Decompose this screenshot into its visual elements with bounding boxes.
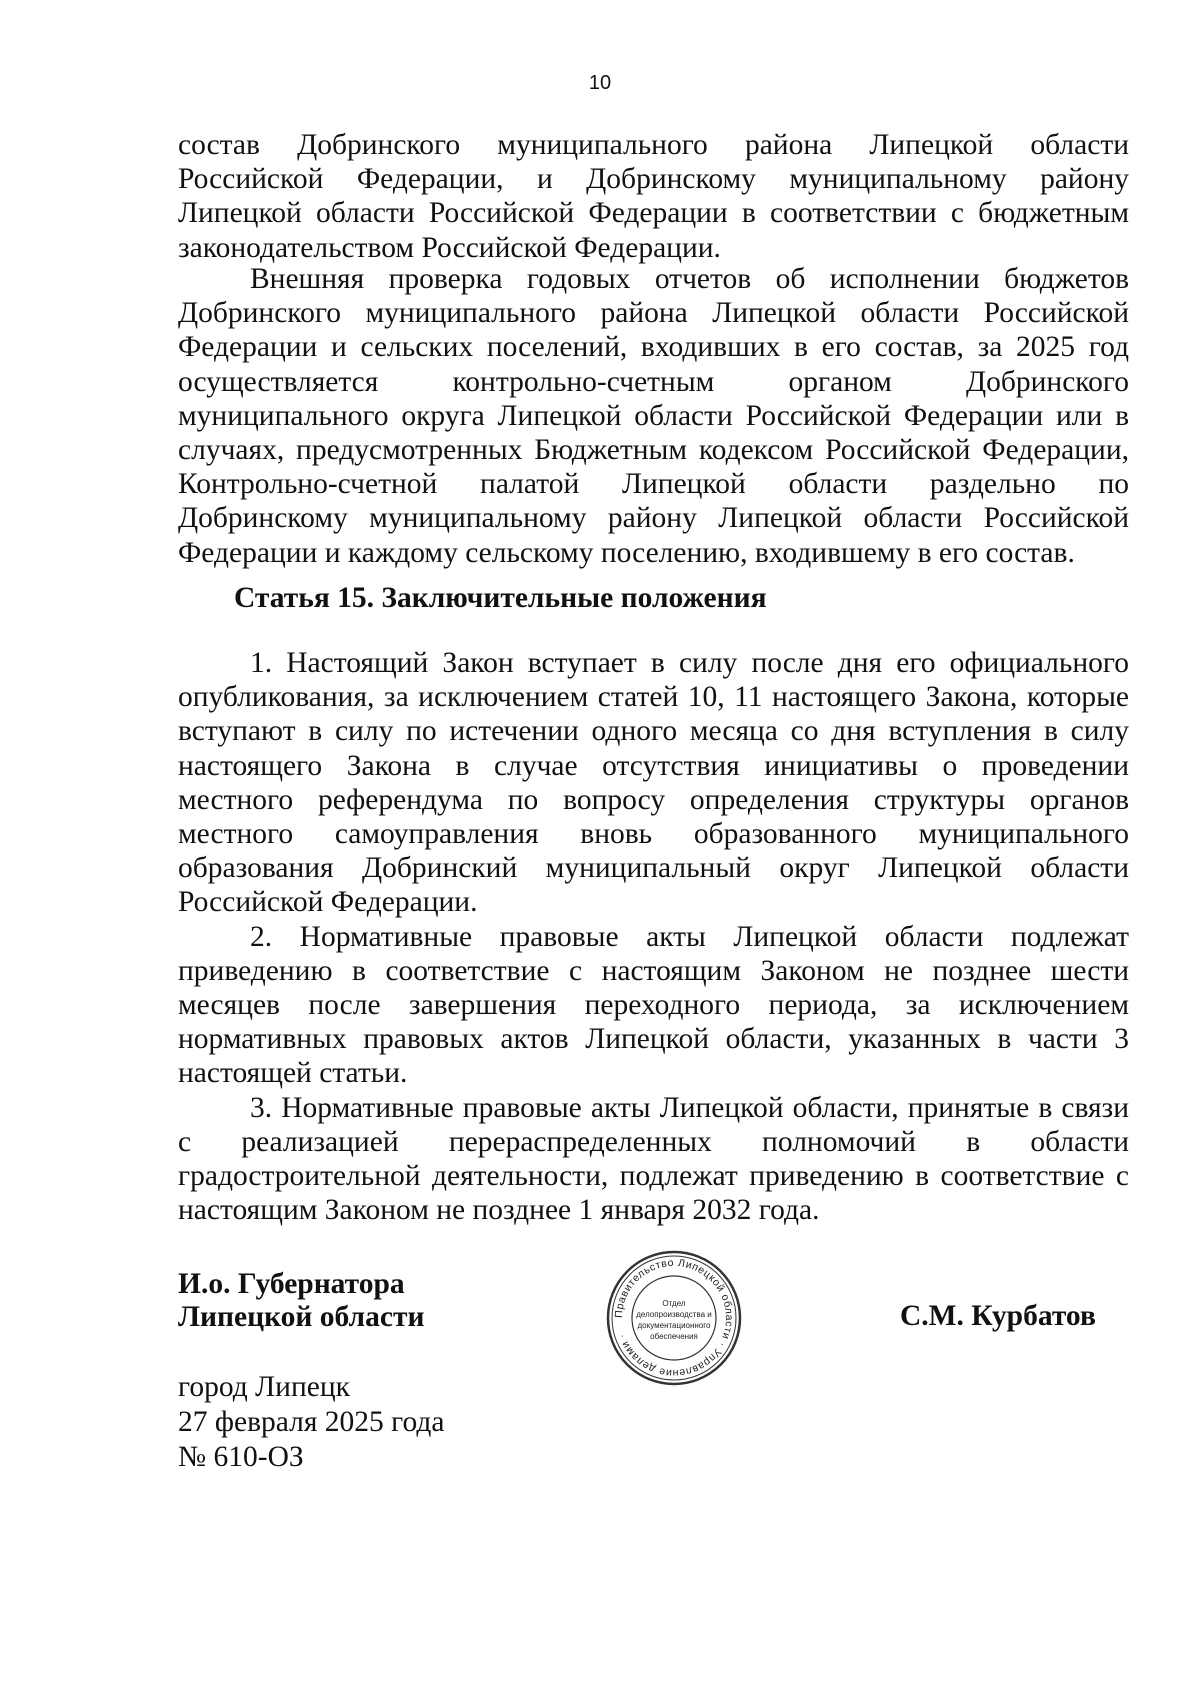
city: город Липецк bbox=[178, 1371, 350, 1403]
seal-center-line-3: документационного bbox=[637, 1321, 711, 1330]
date: 27 февраля 2025 года bbox=[178, 1406, 445, 1438]
article-item-1: 1. Настоящий Закон вступает в силу после дня его официального опубликования, за исключением статей 10, 11 настоящего Закона, которые вступают в силу по истечении одного месяца со дня вступления в силу настоящего Закона в случае отсутствия инициативы о проведении местного референдума по вопросу определения структуры органов местного самоуправления вновь образованного муниципального образования Добринский муниципальный округ Липецкой области Российской Федерации. bbox=[178, 647, 1129, 919]
article-items bbox=[178, 646, 1129, 1227]
signatory-title-line-2: Липецкой области bbox=[178, 1301, 425, 1333]
seal-center-line-4: обеспечения bbox=[650, 1332, 698, 1341]
page-number: 10 bbox=[588, 72, 612, 94]
signatory-title bbox=[178, 1268, 424, 1334]
official-seal-stamp bbox=[604, 1248, 744, 1388]
continuation-paragraph-block bbox=[178, 128, 1129, 265]
seal-ring-text: Правительство Липецкой области · Управление делами · bbox=[612, 1256, 736, 1380]
article-item-2: 2. Нормативные правовые акты Липецкой области подлежат приведению в соответствие с настоящим Законом не позднее шести месяцев после завершения переходного периода, за исключением нормативных правовых актов Липецкой области, указанных в части 3 настоящей статьи. bbox=[178, 920, 1129, 1090]
place-date-number bbox=[178, 1370, 445, 1475]
continuation-paragraph: состав Добринского муниципального района Липецкой области Российской Федерации, и Добринскому муниципальному району Липецкой области Российской Федерации в соответствии с бюджетным законодательством Российской Федерации. bbox=[178, 129, 1129, 264]
audit-paragraph: Внешняя проверка годовых отчетов об исполнении бюджетов Добринского муниципального района Липецкой области Российской Федерации и сельских поселений, входивших в его состав, за 2025 год осуществляется контрольно-счетным органом Добринского муниципального округа Липецкой области Российской Федерации или в случаях, предусмотренных Бюджетным кодексом Российской Федерации, Контрольно-счетной палатой Липецкой области раздельно по Добринскому муниципальному району Липецкой области Российской Федерации и каждому сельскому поселению, входившему в его состав. bbox=[178, 263, 1129, 569]
signatory-title-line-1: И.о. Губернатора bbox=[178, 1268, 405, 1300]
article-heading: Статья 15. Заключительные положения bbox=[234, 582, 767, 614]
audit-paragraph-block bbox=[178, 262, 1129, 570]
seal-center-line-1: Отдел bbox=[662, 1299, 686, 1308]
seal-center-line-2: делопроизводства и bbox=[636, 1310, 712, 1319]
signer-name: С.М. Курбатов bbox=[900, 1300, 1096, 1332]
article-item-3: 3. Нормативные правовые акты Липецкой области, принятые в связи с реализацией перераспределенных полномочий в области градостроительной деятельности, подлежат приведению в соответствие с настоящим Законом не позднее 1 января 2032 года. bbox=[178, 1091, 1129, 1227]
law-number: № 610-ОЗ bbox=[178, 1441, 304, 1473]
